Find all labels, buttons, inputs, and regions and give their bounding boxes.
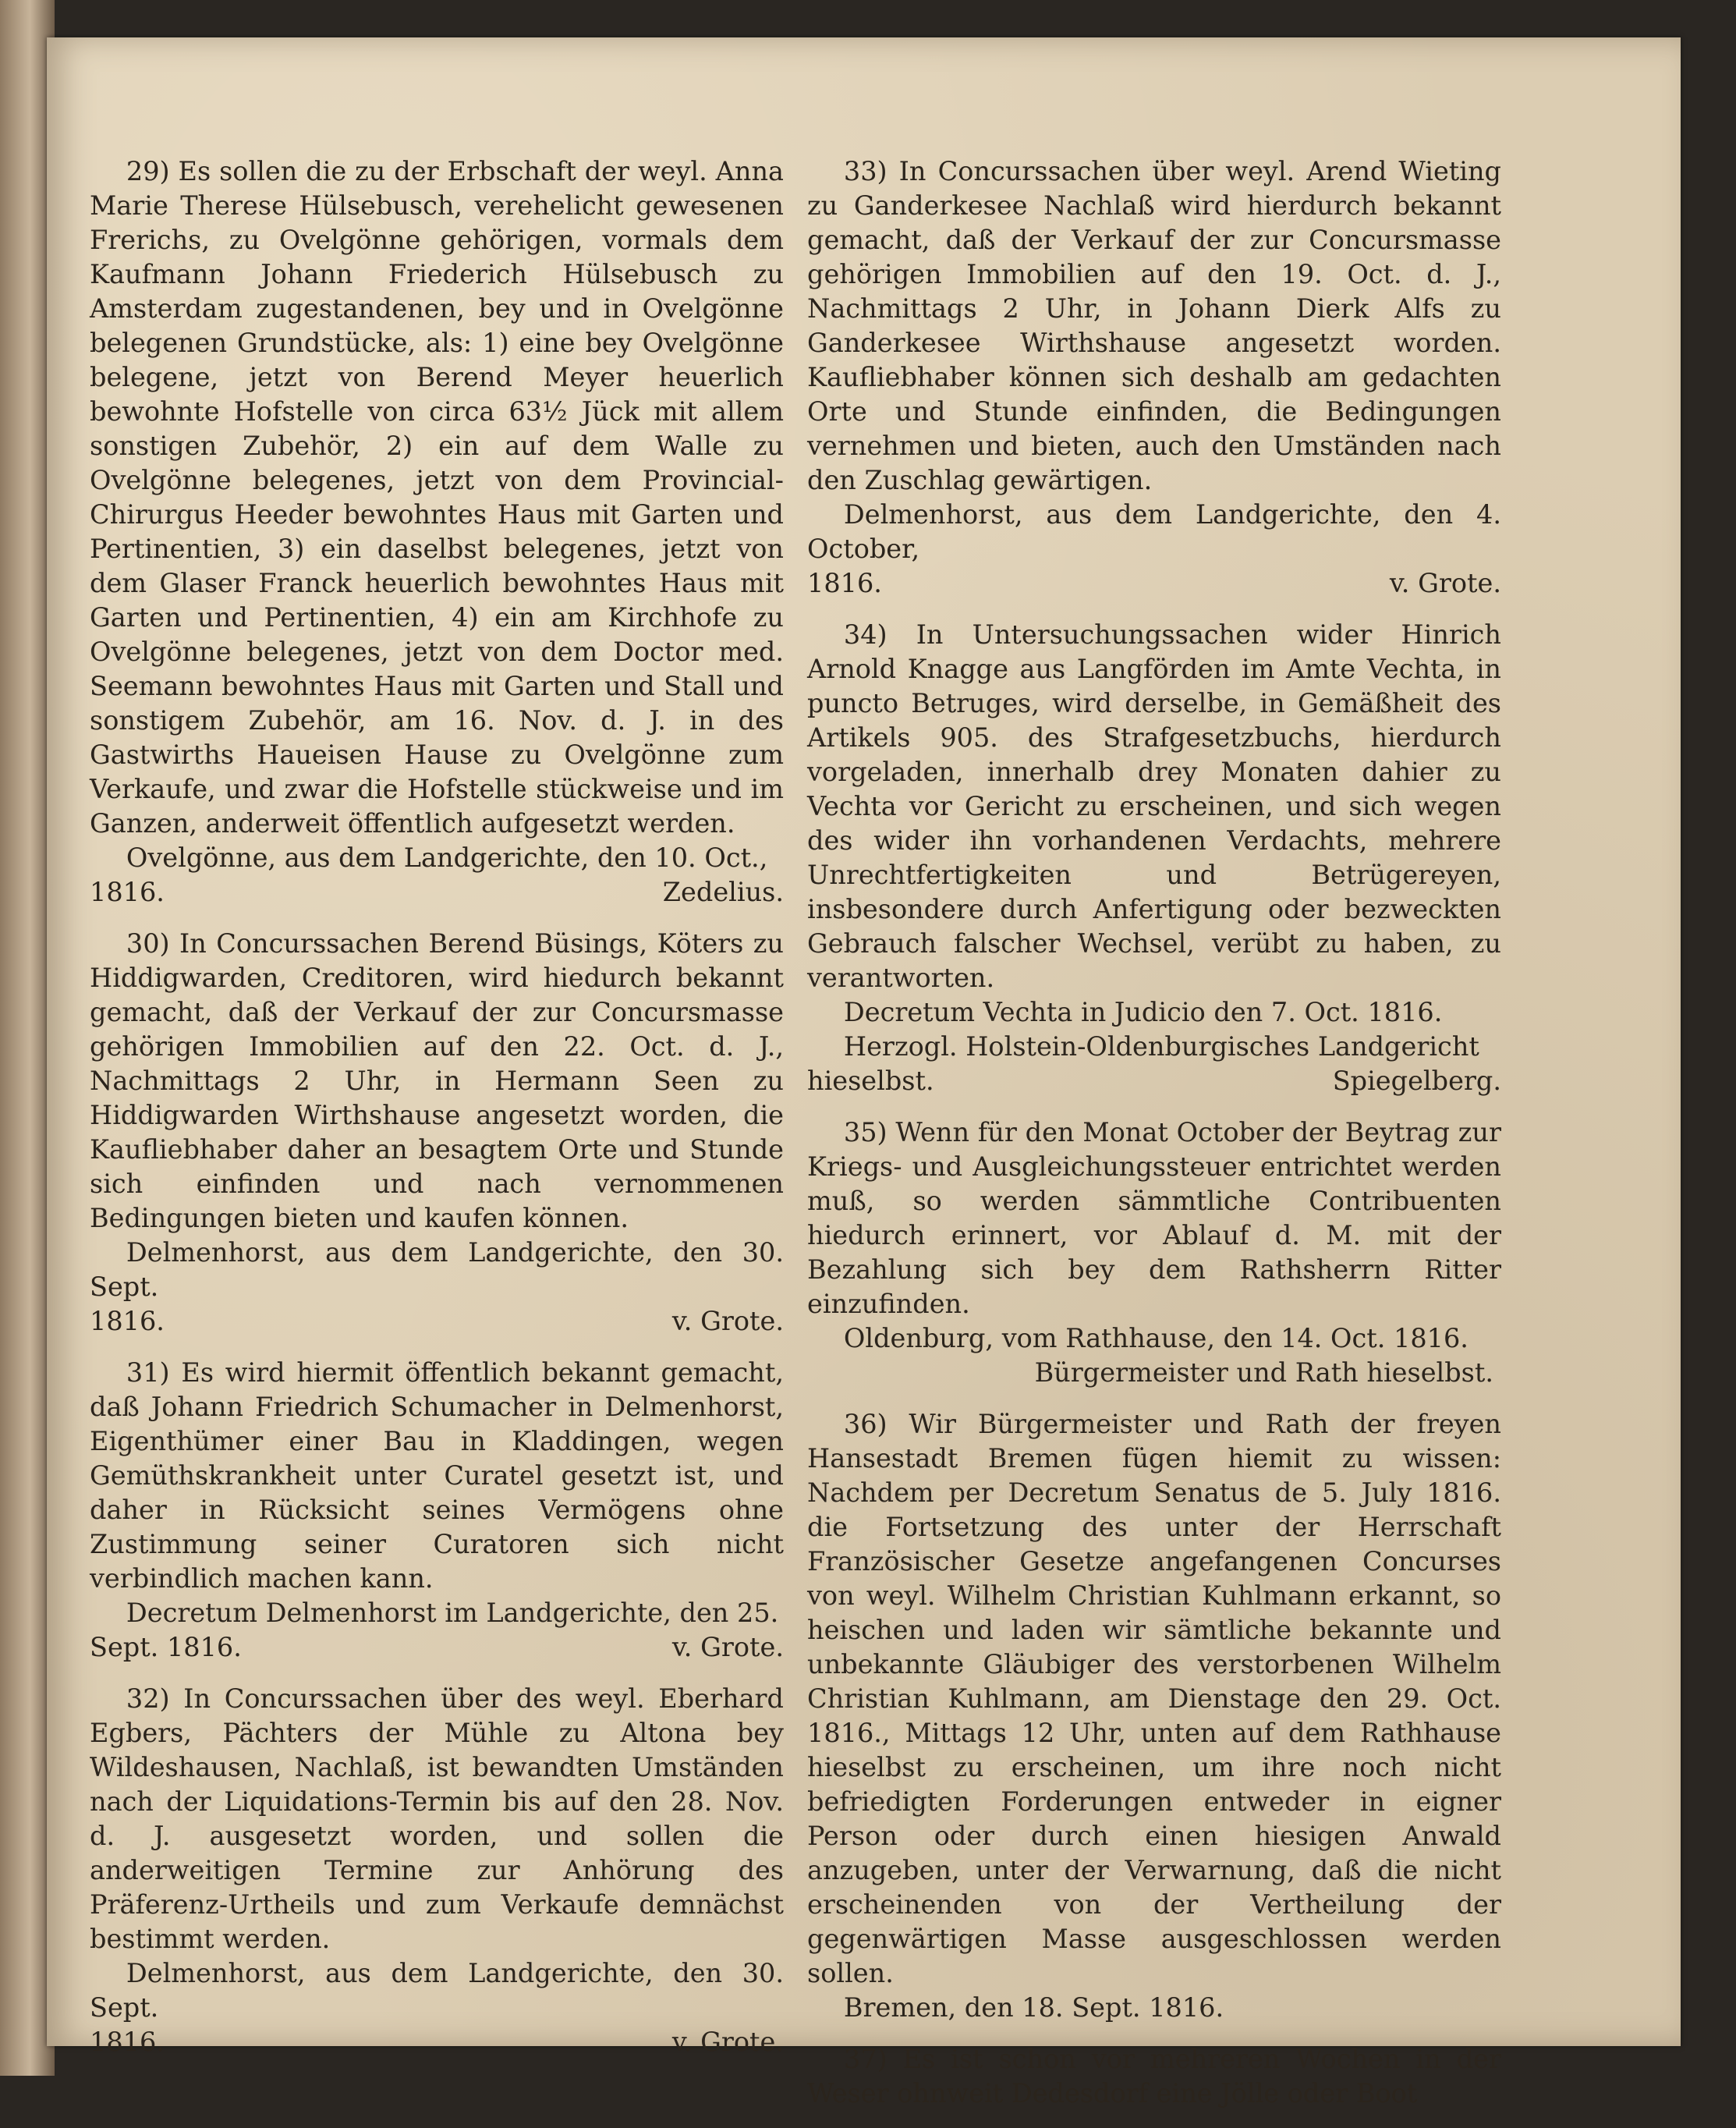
notice-signer: v. Grote. [671,2027,784,2057]
notice-text: 35) Wenn für den Monat October der Beytrag zur Kriegs- und Ausgleichungssteuer entrichtet werden muß, so werden sämmtliche Contribuenten hiedurch erinnert, vor Ablauf d. M. mit der Bezahlung sich bey dem Rathsherrn Ritter einzufinden. [807,1117,1501,1319]
notice-text: 30) In Concurssachen Berend Büsings, Köters zu Hiddigwarden, Creditoren, wird hiedurch bekannt gemacht, daß der Verkauf der zur Concursmasse gehörigen Immobilien auf den 22. Oct. d. J., Nachmittags 2 Uhr, in Hermann Seen zu Hiddigwarden Wirthshause angesetzt worden, die Kaufliebhaber daher an besagtem Orte und Stunde sich einfinden und nach vernommenen Bedingungen bieten und kaufen können. [90,928,784,1233]
notice-31 [90,1356,784,1665]
notice-court: Bürgermeister und Rath hieselbst. [1034,1357,1493,1388]
notice-year: 1816. [90,877,165,907]
notice-signer: Spiegelberg. [1332,1066,1501,1096]
notice-place-date: Decretum Delmenhorst im Landgerichte, den 25. [126,1598,779,1628]
notice-signature-line [807,566,1501,601]
notice-text: 32) In Concurssachen über des weyl. Eberhard Egbers, Pächters der Mühle zu Altona bey Wildeshausen, Nachlaß, ist bewandten Umständen nach der Liquidations-Termin bis auf den 28. Nov. d. J. ausgesetzt worden, und sollen die anderweitigen Termine zur Anhörung des Präferenz-Urtheils und zum Verkaufe demnächst bestimmt werden. [90,1683,784,1954]
notice-year: 1816. [90,2027,165,2057]
notice-signature-line [90,2025,784,2059]
notice-35 [807,1115,1501,1390]
notice-37 [807,2042,1501,2111]
notice-text: 37) Es ist schon vor mehreren Wochen in der Weser ohnweit Dedesdorf eine Jölle oder Boot [807,2044,1501,2108]
notice-place-date: Oldenburg, vom Rathhause, den 14. Oct. 1816. [843,1323,1469,1353]
notice-text: 29) Es sollen die zu der Erbschaft der weyl. Anna Marie Therese Hülsebusch, verehelicht gewesenen Frerichs, zu Ovelgönne gehörigen, vormals dem Kaufmann Johann Friederich Hülsebusch zu Amsterdam zugestandenen, bey und in Ovelgönne belegenen Grundstücke, als: 1) eine bey Ovelgönne belegene, jetzt von Berend Meyer heuerlich bewohnte Hofstelle von circa 63½ Jück mit allem sonstigen Zubehör, 2) ein auf dem Walle zu Ovelgönne belegenes, jetzt von dem Provincial-Chirurgus Heeder bewohntes Haus mit Garten und Pertinentien, 3) ein daselbst belegenes, jetzt von dem Glaser Franck heuerlich bewohntes Haus mit Garten und Pertinentien, 4) ein am Kirchhofe zu Ovelgönne belegenes, jetzt von dem Doctor med. Seemann bewohntes Haus mit Garten und Stall und sonstigem Zubehör, am 16. Nov. d. J. in des Gastwirths Haueisen Hause zu Ovelgönne zum Verkaufe, und zwar die Hofstelle stückweise und im Ganzen, anderweit öffentlich aufgesetzt werden. [90,156,784,839]
notice-signature-line [90,875,784,910]
newspaper-page [47,37,1681,2108]
notice-text: 31) Es wird hiermit öffentlich bekannt gemacht, daß Johann Friedrich Schumacher in Delmenhorst, Eigenthümer einer Bau in Kladdingen, wegen Gemüthskrankheit unter Curatel gesetzt ist, und daher in Rücksicht seines Vermögens ohne Zustimmung seiner Curatoren sich nicht verbindlich machen kann. [90,1357,784,1594]
notice-29 [90,154,784,910]
notice-place-date: Delmenhorst, aus dem Landgerichte, den 30. Sept. [90,1237,784,1302]
notice-text: 36) Wir Bürgermeister und Rath der freyen Hansestadt Bremen fügen hiemit zu wissen: Nachdem per Decretum Senatus de 5. July 1816. die Fortsetzung des unter der Herrschaft Französischer Gesetze angefangenen Concurses von weyl. Wilhelm Christian Kuhlmann erkannt, so heischen und laden wir sämtliche bekannte und unbekannte Gläubiger des verstorbenen Wilhelm Christian Kuhlmann, am Dienstage den 29. Oct. 1816., Mittags 12 Uhr, unten auf dem Rathhause hieselbst zu erscheinen, um ihre noch nicht befriedigten Forderungen entweder in eigner Person oder durch einen hiesigen Anwald anzugeben, unter der Verwarnung, daß die nicht erscheinenden von der Vertheilung der gegenwärtigen Masse ausgeschlossen werden sollen. [807,1409,1501,1988]
notice-signature-line [90,1304,784,1339]
notice-36 [807,1407,1501,2025]
notice-place-date: Delmenhorst, aus dem Landgerichte, den 30. Sept. [90,1958,784,2023]
left-column [90,154,784,2077]
notice-text: 34) In Untersuchungssachen wider Hinrich Arnold Knagge aus Langförden im Amte Vechta, in puncto Betruges, wird derselbe, in Gemäßheit des Artikels 905. des Strafgesetzbuchs, hierdurch vorgeladen, innerhalb drey Monaten dahier zu Vechta vor Gericht zu erscheinen, und sich wegen des wider ihn vorhandenen Verdachts, mehrere Unrechtfertigkeiten und Betrügereyen, insbesondere durch Anfertigung oder bezweckten Gebrauch falscher Wechsel, verübt zu haben, zu verantworten. [807,619,1501,993]
notice-32 [90,1682,784,2059]
notice-signer: v. Grote. [671,1632,784,1662]
notice-34 [807,618,1501,1098]
notice-year: 1816. [90,1306,165,1336]
notice-text: 33) In Concurssachen über weyl. Arend Wieting zu Ganderkesee Nachlaß wird hierdurch bekannt gemacht, daß der Verkauf der zur Concursmasse gehörigen Immobilien auf den 19. Oct. d. J., Nachmittags 2 Uhr, in Johann Dierk Alfs zu Ganderkesee Wirthshause angesetzt worden. Kaufliebhaber können sich deshalb am gedachten Orte und Stunde einfinden, die Bedingungen vernehmen und bieten, auch den Umständen nach den Zuschlag gewärtigen. [807,156,1501,495]
notice-year: 1816. [807,568,882,598]
notice-place-date: Decretum Vechta in Judicio den 7. Oct. 1816. [843,997,1443,1027]
right-column [807,154,1501,2128]
notice-place-date: Ovelgönne, aus dem Landgerichte, den 10. Oct., [126,842,768,873]
notice-court: Herzogl. Holstein-Oldenburgisches Landgericht [843,1031,1479,1062]
notice-signer: v. Grote. [1389,568,1501,598]
notice-30 [90,927,784,1339]
notice-signature-line [807,1064,1501,1098]
notice-court-seat: hieselbst. [807,1066,934,1096]
notice-33 [807,154,1501,601]
notice-signature-line [90,1630,784,1665]
notice-year: Sept. 1816. [90,1632,242,1662]
notice-place-date: Bremen, den 18. Sept. 1816. [843,1992,1224,2023]
notice-place-date: Delmenhorst, aus dem Landgerichte, den 4. October, [807,499,1501,564]
notice-signer: v. Grote. [671,1306,784,1336]
notice-signer: Zedelius. [662,877,784,907]
